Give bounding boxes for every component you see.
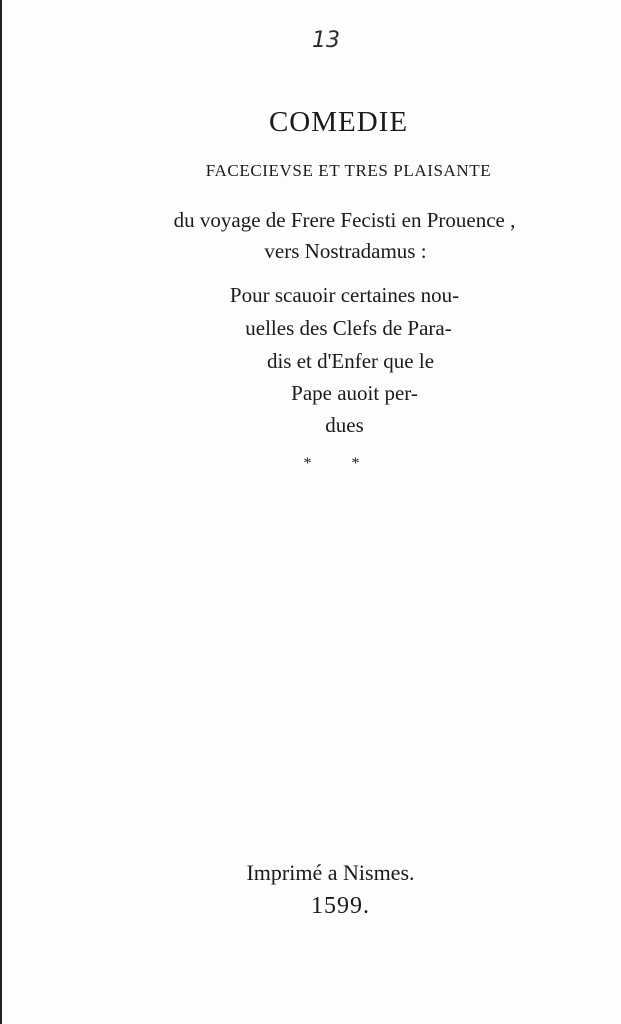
publication-year: 1599. (311, 893, 370, 919)
description-line-2: vers Nostradamus : (264, 239, 427, 263)
page-edge (0, 0, 2, 1024)
imprint-line: Imprimé a Nismes. (246, 860, 415, 885)
page-title: COMEDIE (268, 106, 409, 138)
body-line-2: uelles des Clefs de Para- (245, 316, 452, 340)
page-subtitle: FACECIEVSE ET TRES PLAISANTE (205, 161, 492, 180)
body-line-4: Pape auoit per- (291, 381, 418, 405)
body-line-5: dues (325, 413, 364, 437)
description-line-1: du voyage de Frere Fecisti en Prouence , (173, 208, 516, 232)
ornament-asterisks: * * (303, 455, 378, 472)
body-line-3: dis et d'Enfer que le (266, 349, 435, 373)
body-line-1: Pour scauoir certaines nou- (229, 283, 460, 307)
folio-number: 13 (312, 28, 340, 53)
